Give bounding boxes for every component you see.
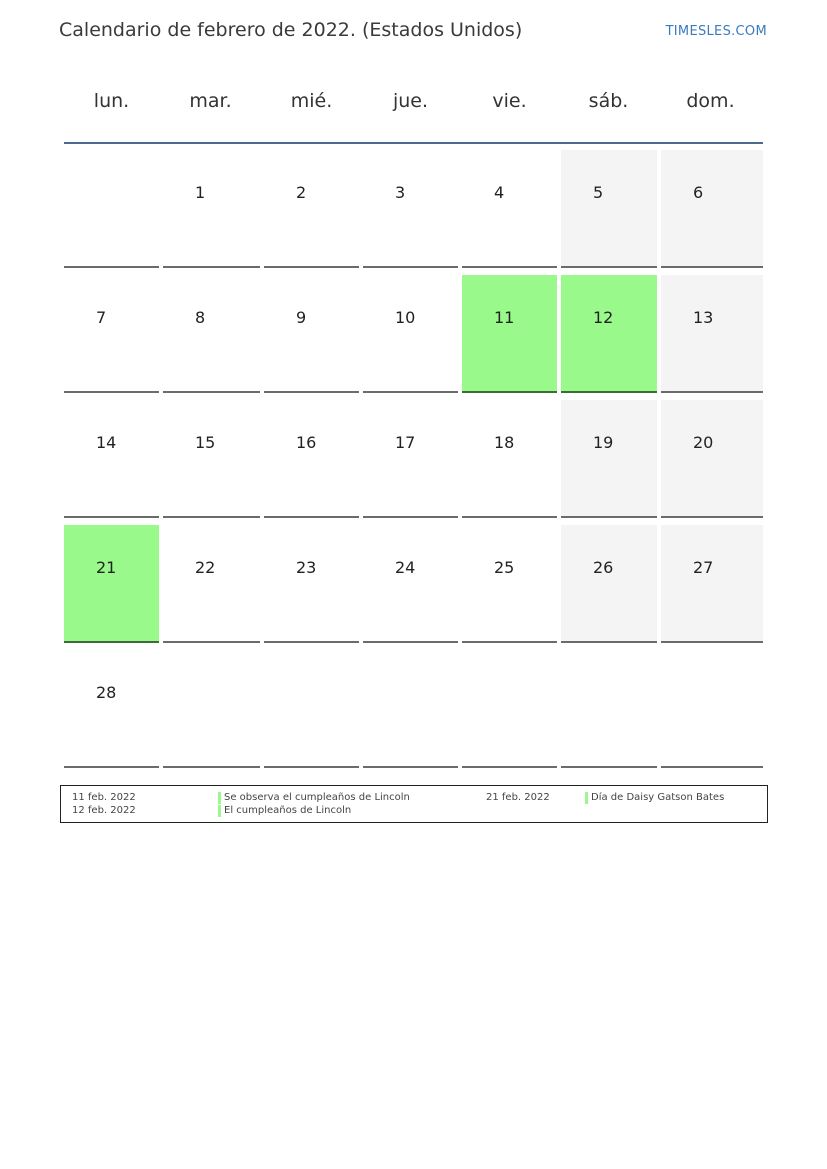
calendar-day-cell	[264, 275, 359, 393]
day-number: 11	[494, 308, 515, 327]
legend-date: 21 feb. 2022	[486, 792, 550, 803]
day-number: 17	[395, 433, 416, 452]
calendar-day-cell	[163, 650, 260, 768]
legend-color-swatch	[218, 792, 221, 804]
weekday-tue: mar.	[189, 90, 232, 112]
day-number: 16	[296, 433, 317, 452]
calendar-day-cell	[64, 150, 159, 268]
legend-holiday-label: Se observa el cumpleaños de Lincoln	[224, 792, 410, 803]
calendar-day-cell	[163, 400, 260, 518]
day-number: 3	[395, 183, 406, 202]
weekday-mon: lun.	[93, 90, 130, 112]
calendar-day-cell	[363, 275, 458, 393]
header-divider	[64, 142, 763, 144]
day-number: 24	[395, 558, 416, 577]
weekday-header	[64, 90, 763, 120]
calendar-day-cell	[264, 525, 359, 643]
calendar-day-cell	[163, 150, 260, 268]
calendar-day-cell	[462, 650, 557, 768]
weekday-wed: mié.	[290, 90, 333, 112]
calendar-day-cell	[462, 400, 557, 518]
calendar-day-cell	[363, 525, 458, 643]
calendar-day-cell	[462, 150, 557, 268]
calendar-day-cell	[264, 400, 359, 518]
calendar-day-cell	[661, 400, 763, 518]
legend-holiday-label: Día de Daisy Gatson Bates	[591, 792, 725, 803]
day-number: 6	[693, 183, 704, 202]
page-title: Calendario de febrero de 2022. (Estados Unidos)	[59, 19, 523, 41]
calendar-day-cell	[561, 275, 657, 393]
legend-date: 12 feb. 2022	[72, 805, 136, 816]
day-number: 13	[693, 308, 714, 327]
calendar-day-cell	[64, 650, 159, 768]
calendar-day-cell	[363, 400, 458, 518]
day-number: 8	[195, 308, 206, 327]
day-number: 18	[494, 433, 515, 452]
day-number: 21	[96, 558, 117, 577]
calendar-day-cell	[661, 150, 763, 268]
calendar-day-cell	[264, 150, 359, 268]
weekday-fri: vie.	[492, 90, 527, 112]
calendar-day-cell	[363, 650, 458, 768]
legend-holiday-label: El cumpleaños de Lincoln	[224, 805, 352, 816]
calendar-day-cell	[264, 650, 359, 768]
calendar-day-cell	[561, 525, 657, 643]
weekday-sat: sáb.	[588, 90, 629, 112]
calendar-day-cell	[163, 275, 260, 393]
day-number: 9	[296, 308, 307, 327]
day-number: 10	[395, 308, 416, 327]
brand-link[interactable]: TIMESLES.COM	[665, 24, 767, 39]
legend-holiday-name	[218, 792, 410, 803]
calendar-day-cell	[64, 275, 159, 393]
day-number: 12	[593, 308, 614, 327]
legend-date: 11 feb. 2022	[72, 792, 136, 803]
weekday-sun: dom.	[686, 90, 735, 112]
calendar-day-cell	[661, 275, 763, 393]
calendar-day-cell	[661, 525, 763, 643]
calendar-day-cell	[363, 150, 458, 268]
day-number: 14	[96, 433, 117, 452]
calendar-day-cell	[561, 150, 657, 268]
calendar-day-cell	[661, 650, 763, 768]
day-number: 22	[195, 558, 216, 577]
day-number: 23	[296, 558, 317, 577]
calendar-day-cell	[64, 525, 159, 643]
calendar-day-cell	[561, 650, 657, 768]
legend-holiday-name	[218, 805, 351, 816]
legend-color-swatch	[218, 805, 221, 817]
calendar-day-cell	[561, 400, 657, 518]
day-number: 4	[494, 183, 505, 202]
day-number: 15	[195, 433, 216, 452]
day-number: 20	[693, 433, 714, 452]
day-number: 26	[593, 558, 614, 577]
day-number: 1	[195, 183, 206, 202]
legend-color-swatch	[585, 792, 588, 804]
legend-holiday-name	[585, 792, 724, 803]
calendar-day-cell	[462, 525, 557, 643]
calendar-day-cell	[163, 525, 260, 643]
day-number: 5	[593, 183, 604, 202]
day-number: 25	[494, 558, 515, 577]
calendar-day-cell	[462, 275, 557, 393]
holiday-legend	[60, 785, 768, 823]
weekday-thu: jue.	[392, 90, 429, 112]
calendar-day-cell	[64, 400, 159, 518]
day-number: 28	[96, 683, 117, 702]
day-number: 27	[693, 558, 714, 577]
day-number: 7	[96, 308, 107, 327]
day-number: 2	[296, 183, 307, 202]
day-number: 19	[593, 433, 614, 452]
